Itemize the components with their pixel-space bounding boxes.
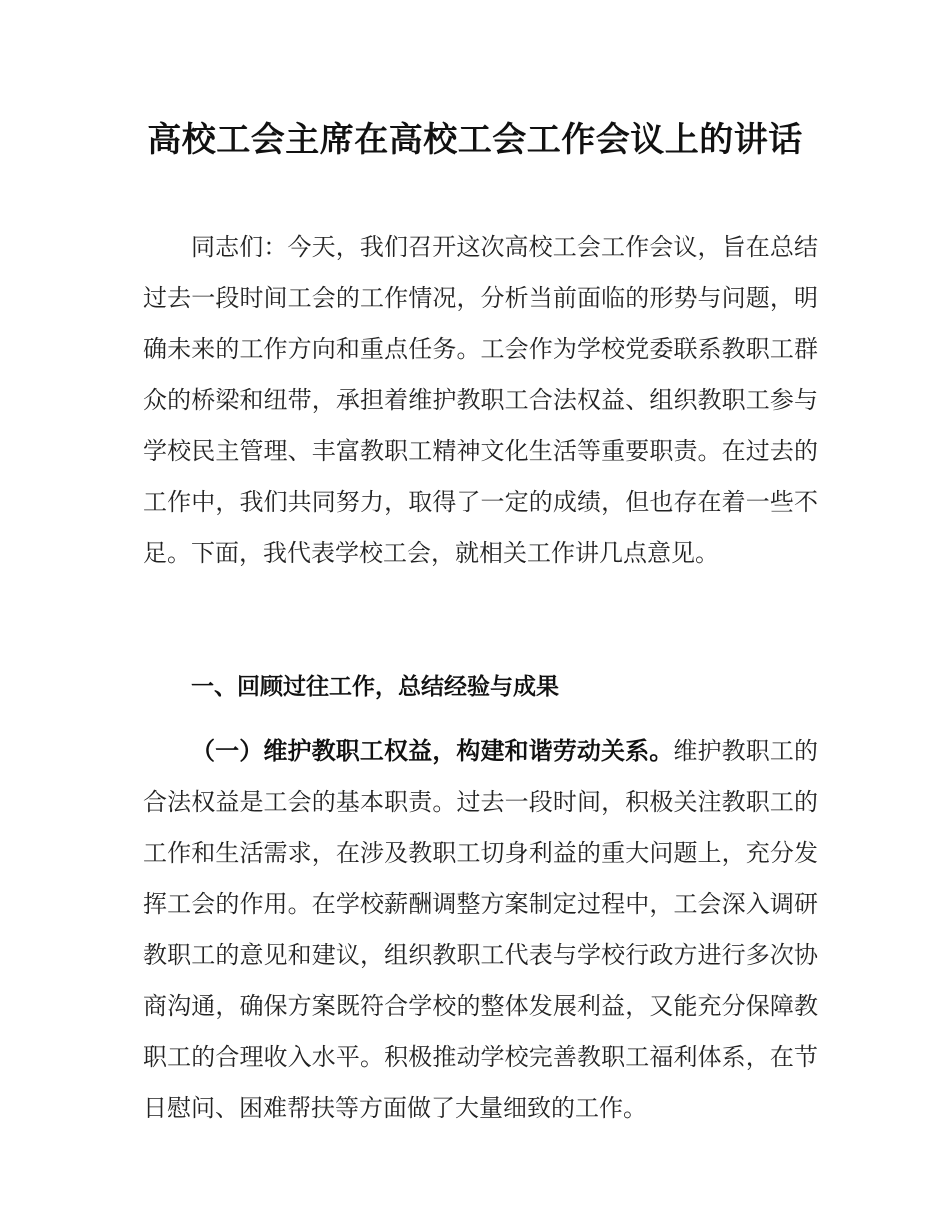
section-heading: 一、回顾过往工作，总结经验与成果 [191,674,559,700]
subsection-heading: （一）维护教职工权益，构建和谐劳动关系。 [191,737,674,765]
document-title: 高校工会主席在高校工会工作会议上的讲话 [147,120,803,160]
opening-paragraph: 同志们：今天，我们召开这次高校工会工作会议，旨在总结过去一段时间工会的工作情况，分析当前面临的形势与问题，明确未来的工作方向和重点任务。工会作为学校党委联系教职工群众的桥梁和纽带，承担着维护教职工合法权益、组织教职工参与学校民主管理、丰富教职工精神文化生活等重要职责。在过去的工作中，我们共同努力，取得了一定的成绩，但也存在着一些不足。下面，我代表学校工会，就相关工作讲几点意见。 [143,233,818,567]
subsection-paragraph [143,726,818,1134]
subsection-text: 维护教职工的合法权益是工会的基本职责。过去一段时间，积极关注教职工的工作和生活需求，在涉及教职工切身利益的重大问题上，充分发挥工会的作用。在学校薪酬调整方案制定过程中，工会深入调研教职工的意见和建议，组织教职工代表与学校行政方进行多次协商沟通，确保方案既符合学校的整体发展利益，又能充分保障教职工的合理收入水平。积极推动学校完善教职工福利体系，在节日慰问、困难帮扶等方面做了大量细致的工作。 [143,737,819,1122]
